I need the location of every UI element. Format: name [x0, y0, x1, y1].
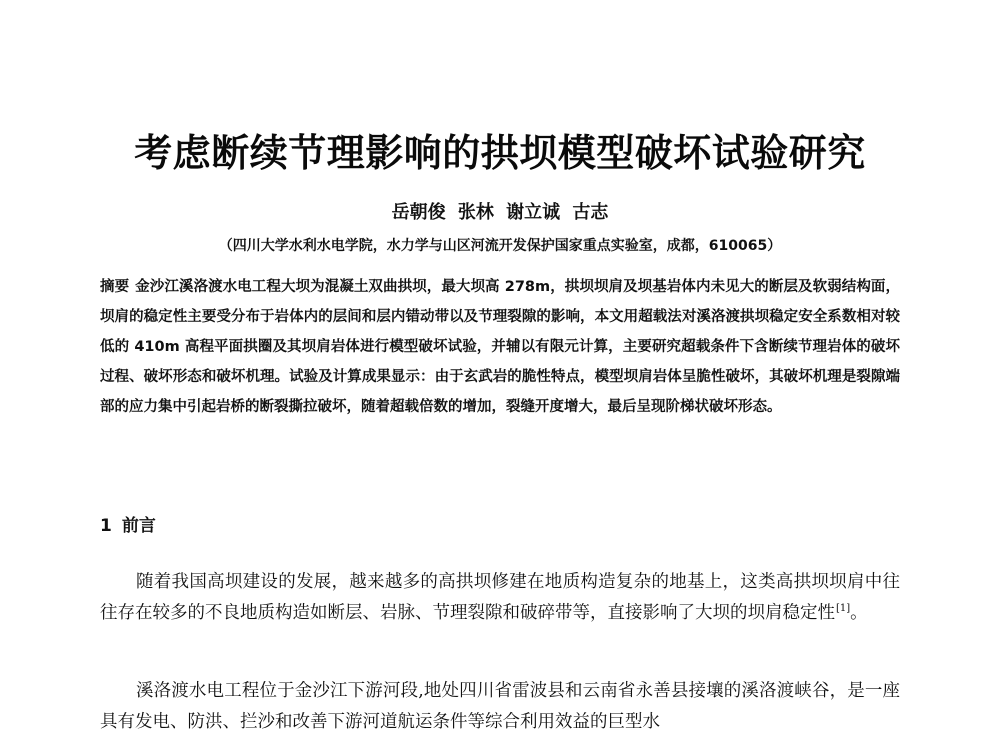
- body-paragraph: [100, 567, 900, 629]
- paragraph-end: 。: [850, 603, 868, 623]
- author-list: 岳朝俊 张林 谢立诚 古志: [391, 202, 609, 223]
- paragraph-text: 随着我国高坝建设的发展，越来越多的高拱坝修建在地质构造复杂的地基上，这类高拱坝坝肩中往往存在较多的不良地质构造如断层、岩脉、节理裂隙和破碎带等，直接影响了大坝的坝肩稳定性: [100, 572, 900, 623]
- abstract-label: 摘要: [100, 279, 130, 295]
- citation-marker[interactable]: [1]: [836, 603, 851, 615]
- author-affiliation: （四川大学水利水电学院，水力学与山区河流开发保护国家重点实验室，成都，610065）: [218, 238, 782, 254]
- section-heading-introduction: [100, 514, 156, 538]
- body-paragraph: [100, 676, 900, 738]
- section-title: 前言: [121, 516, 156, 536]
- abstract-block: [100, 272, 900, 422]
- paragraph-text: 溪洛渡水电工程位于金沙江下游河段,地处四川省雷波县和云南省永善县接壤的溪洛渡峡谷，是一座具有发电、防洪、拦沙和改善下游河道航运条件等综合利用效益的巨型水: [100, 681, 900, 732]
- section-number: 1: [100, 516, 112, 536]
- abstract-text: 金沙江溪洛渡水电工程大坝为混凝土双曲拱坝，最大坝高 278m，拱坝坝肩及坝基岩体内未见大的断层及软弱结构面，坝肩的稳定性主要受分布于岩体内的层间和层内错动带以及节理裂隙的影响，本文用超载法对溪洛渡拱坝稳定安全系数相对较低的 410m 高程平面拱圈及其坝肩岩体进行模型破坏试验，并辅以有限元计算，主要研究超载条件下含断续节理岩体的破坏过程、破坏形态和破坏机理。试验及计算成果显示：由于玄武岩的脆性特点，模型坝肩岩体呈脆性破坏，其破坏机理是裂隙端部的应力集中引起岩桥的断裂撕拉破坏，随着超载倍数的增加，裂缝开度增大，最后呈现阶梯状破坏形态。: [100, 279, 901, 415]
- paper-title: 考虑断续节理影响的拱坝模型破坏试验研究: [134, 131, 866, 175]
